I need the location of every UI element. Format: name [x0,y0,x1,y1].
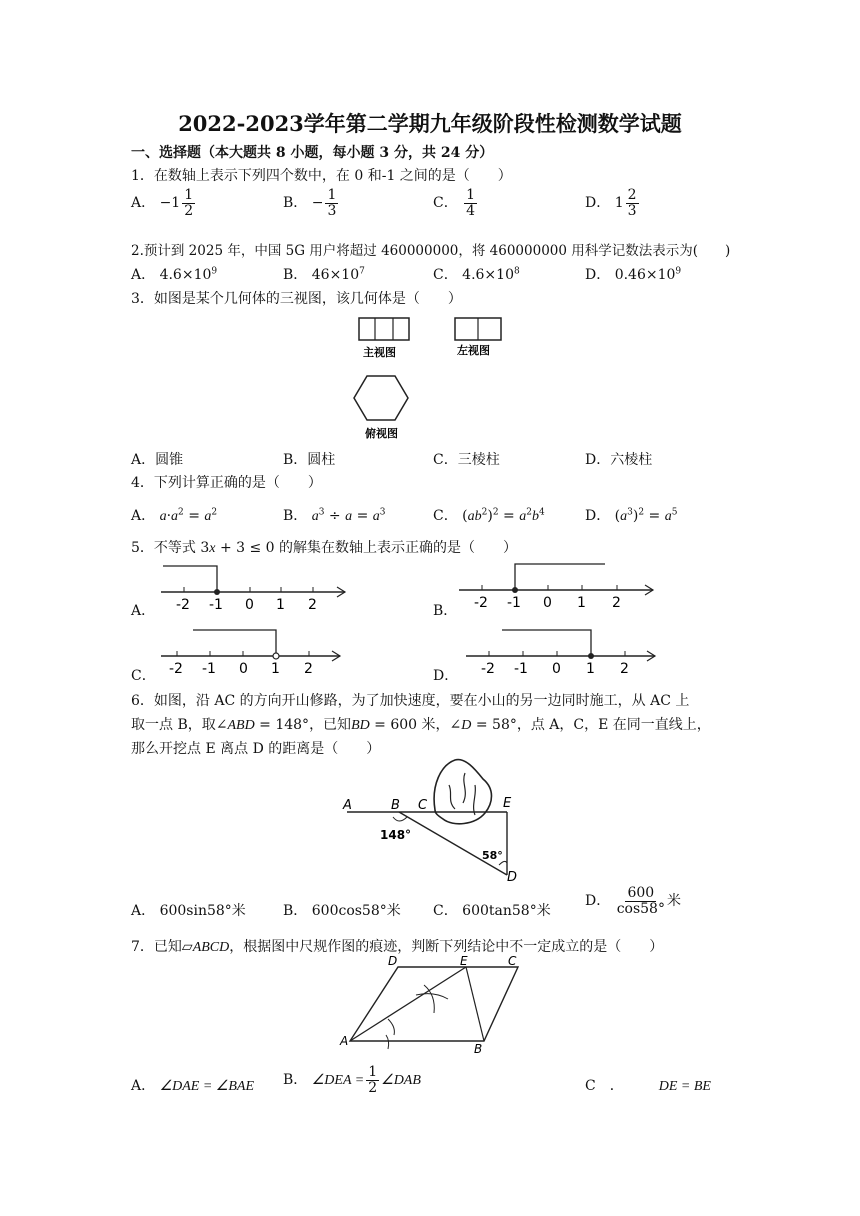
fig-point-a: A [340,1034,349,1048]
q6-option-c: C． 600tan58°米 [433,903,551,919]
fig-point-d: D [507,870,518,885]
q5-stem: 5．不等式 3x + 3 ≤ 0 的解集在数轴上表示正确的是（ ） [131,540,518,556]
q3-option-c: C．三棱柱 [433,452,500,468]
q5-numberline-d [462,624,662,680]
q5-option-a-label: A． [131,603,156,619]
svg-text:-1: -1 [202,661,216,677]
fig-point-b: B [474,1042,483,1055]
q4-option-b: B． $a^3 \div a = a^3$ [283,507,386,524]
q4-option-c: C． $(ab^2)^2 = a^2b^4$ [433,507,545,524]
q5-numberline-b [455,558,660,614]
q2-option-a: A． $4.6\times 10^9$ [131,266,218,283]
fig-point-e: E [503,796,512,811]
fig-point-b: B [391,798,400,813]
fig-angle-58: 58° [482,849,503,862]
q7-stem: 7．已知▱ABCD，根据图中尺规作图的痕迹，判断下列结论中不一定成立的是（ ） [131,939,664,955]
parallelogram-figure [336,955,526,1055]
three-views-figure [345,310,515,446]
q1-option-d: D． 1 $\frac{2}{3}$ [585,187,637,219]
q4-option-d: D． $(a^3)^2 = a^5$ [585,507,678,524]
mountain-road-figure [335,755,535,885]
page-title: 2022-2023学年第二学期九年级阶段性检测数学试题 [178,111,682,136]
q5-option-d-label: D． [433,668,459,684]
svg-text:-1: -1 [514,661,528,677]
left-view-label: 左视图 [457,344,490,357]
q2-stem: 2.预计到 2025 年，中国 5G 用户将超过 460000000，将 460000000 用科学记数法表示为( ) [131,243,731,259]
svg-text:1: 1 [586,661,595,677]
fig-point-c: C [508,955,517,968]
svg-text:-2: -2 [481,661,495,677]
q6-option-b: B． 600cos58°米 [283,903,401,919]
q3-option-b: B．圆柱 [283,452,336,468]
q7-option-a: A． ∠DAE = ∠BAE [131,1078,254,1094]
svg-text:2: 2 [308,597,317,613]
q2-option-b: B． $46\times 10^7$ [283,266,365,283]
q3-option-a: A．圆锥 [131,452,184,468]
svg-text:2: 2 [612,595,621,611]
q1-stem: 1．在数轴上表示下列四个数中，在 0 和-1 之间的是（ ） [131,168,512,184]
fig-point-d: D [388,955,398,968]
fig-point-a: A [343,798,352,813]
q1-option-b: B． − $\frac{1}{3}$ [283,187,337,219]
q5-option-b-label: B． [433,603,458,619]
q5-numberline-a [155,560,355,616]
svg-text:2: 2 [620,661,629,677]
svg-text:0: 0 [552,661,561,677]
q4-stem: 4．下列计算正确的是（ ） [131,475,322,491]
svg-text:0: 0 [239,661,248,677]
q1-option-c: C． $\frac{1}{4}$ [433,187,476,219]
q2-option-d: D． $0.46\times 10^9$ [585,266,682,283]
svg-text:1: 1 [577,595,586,611]
svg-text:1: 1 [276,597,285,613]
q6-line1: 6．如图，沿 AC 的方向开山修路，为了加快速度，要在小山的另一边同时施工，从 AC 上 [131,693,690,709]
svg-text:2: 2 [304,661,313,677]
q2-option-c: C． $4.6\times 10^8$ [433,266,520,283]
fig-point-e: E [460,955,468,968]
q6-option-d: D． $\frac{600}{\cos 58^\circ}$ 米 [585,885,681,917]
svg-text:-2: -2 [474,595,488,611]
q5-option-c-label: C． [131,668,156,684]
q5-numberline-c [155,624,355,680]
q7-option-b: B． ∠DEA = $\frac{1}{2}$ ∠DAB [283,1064,421,1096]
svg-text:1: 1 [271,661,280,677]
fig-angle-148: 148° [380,828,412,842]
q7-option-c: C ． DE = BE [585,1078,711,1094]
svg-text:0: 0 [543,595,552,611]
section-heading: 一、选择题（本大题共 8 小题，每小题 3 分，共 24 分） [131,145,494,161]
q3-stem: 3．如图是某个几何体的三视图，该几何体是（ ） [131,291,462,307]
svg-text:-2: -2 [169,661,183,677]
q1-option-a: A． −1 $\frac{1}{2}$ [131,187,194,219]
svg-text:-1: -1 [507,595,521,611]
front-view-label: 主视图 [363,346,396,359]
fig-point-c: C [418,798,428,813]
q6-option-a: A． 600sin58°米 [131,903,246,919]
svg-text:-1: -1 [209,597,223,613]
svg-text:-2: -2 [176,597,190,613]
q6-line2: 取一点 B，取∠ABD = 148°，已知BD = 600 米，∠D = 58°，点 A，C，E 在同一直线上， [131,717,711,733]
q3-option-d: D．六棱柱 [585,452,653,468]
q4-option-a: A． $a\cdot a^2 = a^2$ [131,507,218,524]
q6-line3: 那么开挖点 E 离点 D 的距离是（ ） [131,741,381,757]
svg-text:0: 0 [245,597,254,613]
top-view-label: 俯视图 [365,427,398,440]
